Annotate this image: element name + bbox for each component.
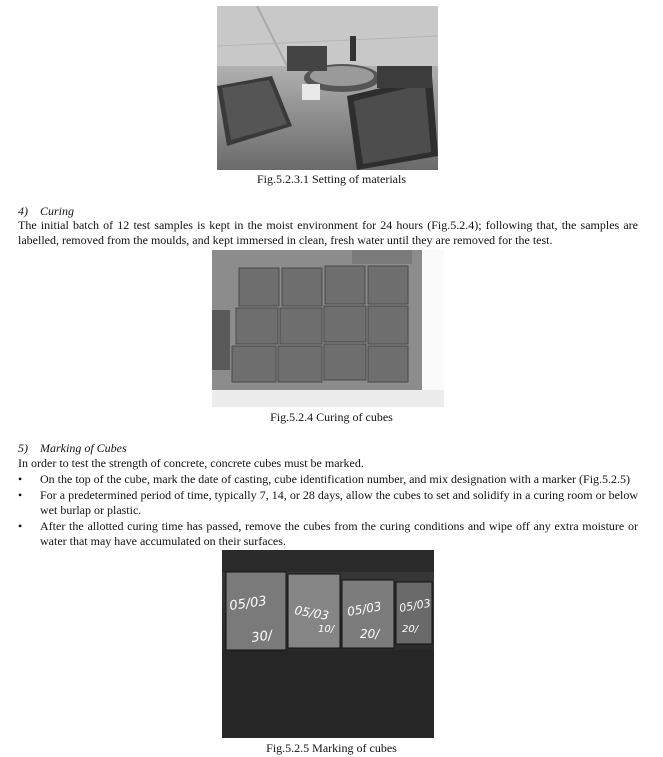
figure-marking-cubes-photo <box>222 550 434 738</box>
section-title: Marking of Cubes <box>40 441 127 455</box>
cube-label-id: 10/ <box>318 624 335 635</box>
cube-label-date: 05/03 <box>228 593 268 614</box>
section-heading-curing <box>18 204 74 219</box>
figure-caption: Fig.5.2.5 Marking of cubes <box>266 741 397 755</box>
section-number: 5) <box>18 441 28 455</box>
cube-label-date: 05/03 <box>398 596 432 615</box>
cube-label-date: 05/03 <box>293 603 330 623</box>
curing-paragraph: The initial batch of 12 test samples is kept in the moist environment for 24 hours (Fig.5.2.4); following that, the samples are labelled, removed from the moulds, and kept immersed in clean, fresh water until they are removed for the test. <box>18 218 638 247</box>
bullet-item: • For a predetermined period of time, typically 7, 14, or 28 days, allow the cubes to set and solidify in a curing room or below wet burlap or plastic. <box>18 488 638 517</box>
bullet-item: • On the top of the cube, mark the date of casting, cube identification number, and mix designation with a marker (Fig.5.2.5) <box>18 472 631 486</box>
cube-label-id: 30/ <box>250 628 274 646</box>
cube-label-id: 20/ <box>360 627 380 641</box>
bullet-icon: • <box>18 472 23 486</box>
section-number: 4) <box>18 204 28 218</box>
figure-caption: Fig.5.2.4 Curing of cubes <box>270 410 393 424</box>
figure-curing-cubes-photo <box>212 250 444 407</box>
marking-intro: In order to test the strength of concrete, concrete cubes must be marked. <box>18 456 364 470</box>
figure-caption: Fig.5.2.3.1 Setting of materials <box>257 172 406 186</box>
cube-label-date: 05/03 <box>346 599 383 619</box>
section-heading-marking <box>18 441 127 456</box>
figure-setting-materials-photo <box>217 6 438 170</box>
bullet-icon: • <box>18 488 23 502</box>
section-title: Curing <box>40 204 75 218</box>
bullet-item: • After the allotted curing time has passed, remove the cubes from the curing conditions and wipe off any extra moisture or water that may have accumulated on their surfaces. <box>18 519 638 548</box>
cube-label-id: 20/ <box>402 624 419 635</box>
bullet-icon: • <box>18 519 23 533</box>
